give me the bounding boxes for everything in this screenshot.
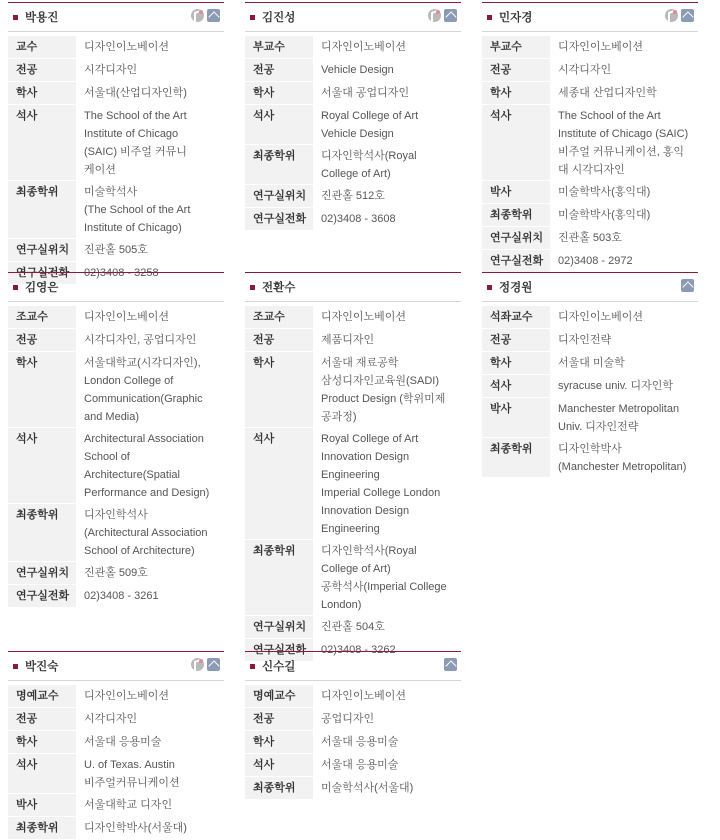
info-row [8, 504, 224, 562]
mail-icon[interactable] [681, 9, 694, 22]
info-value: 디자인학박사 (Manchester Metropolitan) [558, 443, 687, 473]
info-row [482, 82, 698, 105]
info-label: 최종학위 [8, 181, 76, 239]
info-label: 박사 [482, 181, 550, 204]
info-label: 최종학위 [245, 540, 313, 616]
professor-card [245, 651, 461, 800]
card-icons [428, 9, 457, 22]
info-label: 명예교수 [245, 685, 313, 708]
info-value: 서울대 공업디자인 [321, 87, 410, 99]
info-label: 석사 [245, 754, 313, 777]
professor-name: 박진숙 [25, 659, 59, 673]
info-label: 석사 [8, 105, 76, 181]
info-value: 02)3408 - 3262 [321, 644, 396, 656]
info-value: 미술학박사(홍익대) [558, 186, 651, 198]
info-row [245, 540, 461, 616]
home-icon[interactable] [665, 9, 678, 22]
info-label: 연구실전화 [8, 585, 76, 608]
info-label: 학사 [8, 352, 76, 428]
info-label: 부교수 [245, 36, 313, 59]
info-value: Vehicle Design [321, 64, 394, 76]
info-row [8, 428, 224, 504]
info-label: 전공 [245, 329, 313, 352]
info-row [482, 306, 698, 329]
info-value: 디자인학석사(Royal College of Art) 공학석사(Imperial College London) [321, 545, 447, 611]
card-header [8, 3, 224, 32]
info-label: 학사 [245, 352, 313, 428]
bullet-icon [13, 285, 18, 290]
professor-card [8, 2, 224, 285]
info-value: 시각디자인, 공업디자인 [84, 334, 197, 346]
info-value: 서울대 미술학 [558, 357, 625, 369]
info-row [245, 36, 461, 59]
professor-card [245, 272, 461, 662]
info-value: 미술학석사 (The School of the Art Institute of Chicago) [84, 186, 191, 234]
professor-card [8, 272, 224, 608]
info-row [245, 105, 461, 145]
bullet-icon [487, 285, 492, 290]
info-row [482, 375, 698, 398]
card-header [482, 3, 698, 32]
info-value: Royal College of Art Innovation Design Engineering Imperial College London Innovation Design Engineering [321, 433, 441, 535]
info-row [8, 59, 224, 82]
info-label: 조교수 [245, 306, 313, 329]
info-row [482, 181, 698, 204]
info-row [8, 585, 224, 608]
home-icon[interactable] [428, 9, 441, 22]
bullet-icon [250, 285, 255, 290]
mail-icon[interactable] [681, 279, 694, 292]
card-header [482, 273, 698, 302]
info-value: 02)3408 - 2972 [558, 255, 633, 267]
info-label: 연구실위치 [482, 227, 550, 250]
info-row [482, 36, 698, 59]
info-row [8, 239, 224, 262]
info-label: 석사 [8, 428, 76, 504]
info-label: 최종학위 [8, 504, 76, 562]
info-label: 연구실위치 [8, 562, 76, 585]
info-value: 서울대 응용미술 [84, 736, 162, 748]
professor-card [8, 651, 224, 840]
info-row [482, 227, 698, 250]
info-row [8, 817, 224, 840]
card-icons [665, 9, 694, 22]
info-row [8, 352, 224, 428]
info-value: Royal College of Art Vehicle Design [321, 110, 419, 140]
card-icons [681, 279, 694, 292]
info-label: 전공 [482, 59, 550, 82]
info-value: 디자인학박사(서울대) [84, 822, 187, 834]
info-label: 석사 [245, 428, 313, 540]
info-value: 디자인이노베이션 [84, 41, 170, 53]
info-label: 연구실전화 [482, 250, 550, 273]
info-label: 최종학위 [8, 817, 76, 840]
info-label: 전공 [482, 329, 550, 352]
info-label: 석사 [245, 105, 313, 145]
info-row [8, 754, 224, 794]
info-value: 02)3408 - 3261 [84, 590, 159, 602]
info-value: 디자인학석사(Royal College of Art) [321, 150, 417, 180]
info-row [245, 731, 461, 754]
info-label: 최종학위 [482, 204, 550, 227]
info-value: 진관홀 509호 [84, 567, 148, 579]
info-label: 최종학위 [245, 145, 313, 185]
info-value: Manchester Metropolitan Univ. 디자인전략 [558, 403, 680, 433]
info-value: 디자인이노베이션 [84, 311, 170, 323]
bullet-icon [250, 664, 255, 669]
info-row [245, 145, 461, 185]
mail-icon[interactable] [207, 9, 220, 22]
info-row [245, 59, 461, 82]
info-value: 시각디자인 [558, 64, 612, 76]
info-label: 연구실위치 [8, 239, 76, 262]
info-label: 학사 [245, 731, 313, 754]
info-value: 시각디자인 [84, 713, 138, 725]
home-icon[interactable] [191, 658, 204, 671]
bullet-icon [13, 15, 18, 20]
info-row [245, 685, 461, 708]
info-label: 석사 [482, 375, 550, 398]
info-value: The School of the Art Institute of Chicago (SAIC) 비주얼 커뮤니케이션, 홍익 대 시각디자인 [558, 110, 689, 176]
info-row [482, 250, 698, 273]
info-value: 디자인이노베이션 [558, 41, 644, 53]
info-label: 박사 [482, 398, 550, 438]
mail-icon[interactable] [207, 658, 220, 671]
info-value: 디자인이노베이션 [321, 690, 407, 702]
info-value: 세종대 산업디자인학 [558, 87, 657, 99]
professor-name: 김진성 [262, 10, 296, 24]
info-value: 02)3408 - 3608 [321, 213, 396, 225]
info-row [8, 82, 224, 105]
info-row [245, 708, 461, 731]
card-header [245, 273, 461, 302]
professor-card [245, 2, 461, 231]
info-row [245, 428, 461, 540]
info-row [245, 616, 461, 639]
info-label: 전공 [8, 329, 76, 352]
info-label: 연구실전화 [245, 208, 313, 231]
info-row [245, 777, 461, 800]
professor-name: 김영은 [25, 280, 59, 294]
info-label: 연구실위치 [245, 616, 313, 639]
info-row [482, 438, 698, 478]
info-row [8, 731, 224, 754]
info-row [245, 329, 461, 352]
info-row [8, 708, 224, 731]
info-row [245, 82, 461, 105]
professor-name: 박용진 [25, 10, 59, 24]
info-label: 학사 [482, 82, 550, 105]
card-icons [191, 9, 220, 22]
info-value: 진관홀 512호 [321, 190, 385, 202]
info-value: 02)3408 - 3258 [84, 267, 159, 279]
info-row [482, 398, 698, 438]
info-label: 학사 [8, 82, 76, 105]
bullet-icon [487, 15, 492, 20]
info-label: 최종학위 [482, 438, 550, 478]
info-row [8, 685, 224, 708]
info-row [8, 36, 224, 59]
info-value: 진관홀 504호 [321, 621, 385, 633]
card-icons [444, 658, 457, 671]
professor-name: 신수길 [262, 659, 296, 673]
info-value: 서울대학교(시각디자인), London College of Communication(Graphic and Media) [84, 357, 203, 423]
info-label: 학사 [8, 731, 76, 754]
info-value: 디자인전략 [558, 334, 612, 346]
info-row [8, 329, 224, 352]
info-row [245, 352, 461, 428]
professor-card [482, 2, 698, 273]
professor-name: 민자경 [499, 10, 533, 24]
info-row [8, 562, 224, 585]
info-row [245, 306, 461, 329]
card-header [245, 3, 461, 32]
card-icons [191, 658, 220, 671]
info-value: 제품디자인 [321, 334, 375, 346]
info-label: 학사 [482, 352, 550, 375]
info-label: 최종학위 [245, 777, 313, 800]
info-value: 서울대 응용미술 [321, 736, 399, 748]
card-header [245, 652, 461, 681]
info-label: 전공 [8, 708, 76, 731]
info-value: 서울대학교 디자인 [84, 799, 173, 811]
info-row [8, 105, 224, 181]
info-row [482, 59, 698, 82]
info-value: 서울대(산업디자인학) [84, 87, 187, 99]
card-header [8, 273, 224, 302]
info-row [8, 794, 224, 817]
info-label: 전공 [245, 708, 313, 731]
info-row [482, 105, 698, 181]
info-value: The School of the Art Institute of Chicago (SAIC) 비주얼 커뮤니 케이션 [84, 110, 187, 176]
info-row [482, 329, 698, 352]
info-label: 부교수 [482, 36, 550, 59]
info-row [482, 204, 698, 227]
info-row [245, 754, 461, 777]
info-label: 학사 [245, 82, 313, 105]
info-value: 서울대 재료공학 삼성디자인교육원(SADI) Product Design (학위미제 공과정) [321, 357, 446, 423]
info-value: U. of Texas. Austin 비주얼커뮤니케이션 [84, 759, 180, 789]
info-value: 디자인이노베이션 [321, 41, 407, 53]
info-label: 연구실전화 [245, 639, 313, 662]
info-value: 공업디자인 [321, 713, 375, 725]
info-row [8, 306, 224, 329]
info-label: 조교수 [8, 306, 76, 329]
professor-name: 전환수 [262, 280, 296, 294]
info-label: 연구실전화 [8, 262, 76, 285]
info-label: 석사 [8, 754, 76, 794]
info-value: 디자인이노베이션 [321, 311, 407, 323]
professor-name: 정경원 [499, 280, 533, 294]
info-value: 미술학박사(홍익대) [558, 209, 651, 221]
info-row [245, 208, 461, 231]
info-label: 박사 [8, 794, 76, 817]
info-row [245, 185, 461, 208]
info-value: 진관홀 503호 [558, 232, 622, 244]
info-label: 연구실위치 [245, 185, 313, 208]
info-value: 디자인이노베이션 [84, 690, 170, 702]
info-label: 전공 [8, 59, 76, 82]
bullet-icon [13, 664, 18, 669]
info-value: syracuse univ. 디자인학 [558, 380, 674, 392]
info-value: 미술학석사(서울대) [321, 782, 414, 794]
home-icon[interactable] [191, 9, 204, 22]
card-header [8, 652, 224, 681]
info-row [8, 181, 224, 239]
bullet-icon [250, 15, 255, 20]
info-label: 석좌교수 [482, 306, 550, 329]
info-value: Architectural Association School of Architecture(Spatial Performance and Design) [84, 433, 210, 499]
info-value: 디자인이노베이션 [558, 311, 644, 323]
info-label: 석사 [482, 105, 550, 181]
mail-icon[interactable] [444, 9, 457, 22]
mail-icon[interactable] [444, 658, 457, 671]
professor-card [482, 272, 698, 478]
info-label: 교수 [8, 36, 76, 59]
info-value: 디자인학석사 (Architectural Association School of Architecture) [84, 509, 208, 557]
info-label: 명예교수 [8, 685, 76, 708]
info-value: 서울대 응용미술 [321, 759, 399, 771]
info-value: 시각디자인 [84, 64, 138, 76]
info-row [482, 352, 698, 375]
info-value: 진관홀 505호 [84, 244, 148, 256]
info-label: 전공 [245, 59, 313, 82]
